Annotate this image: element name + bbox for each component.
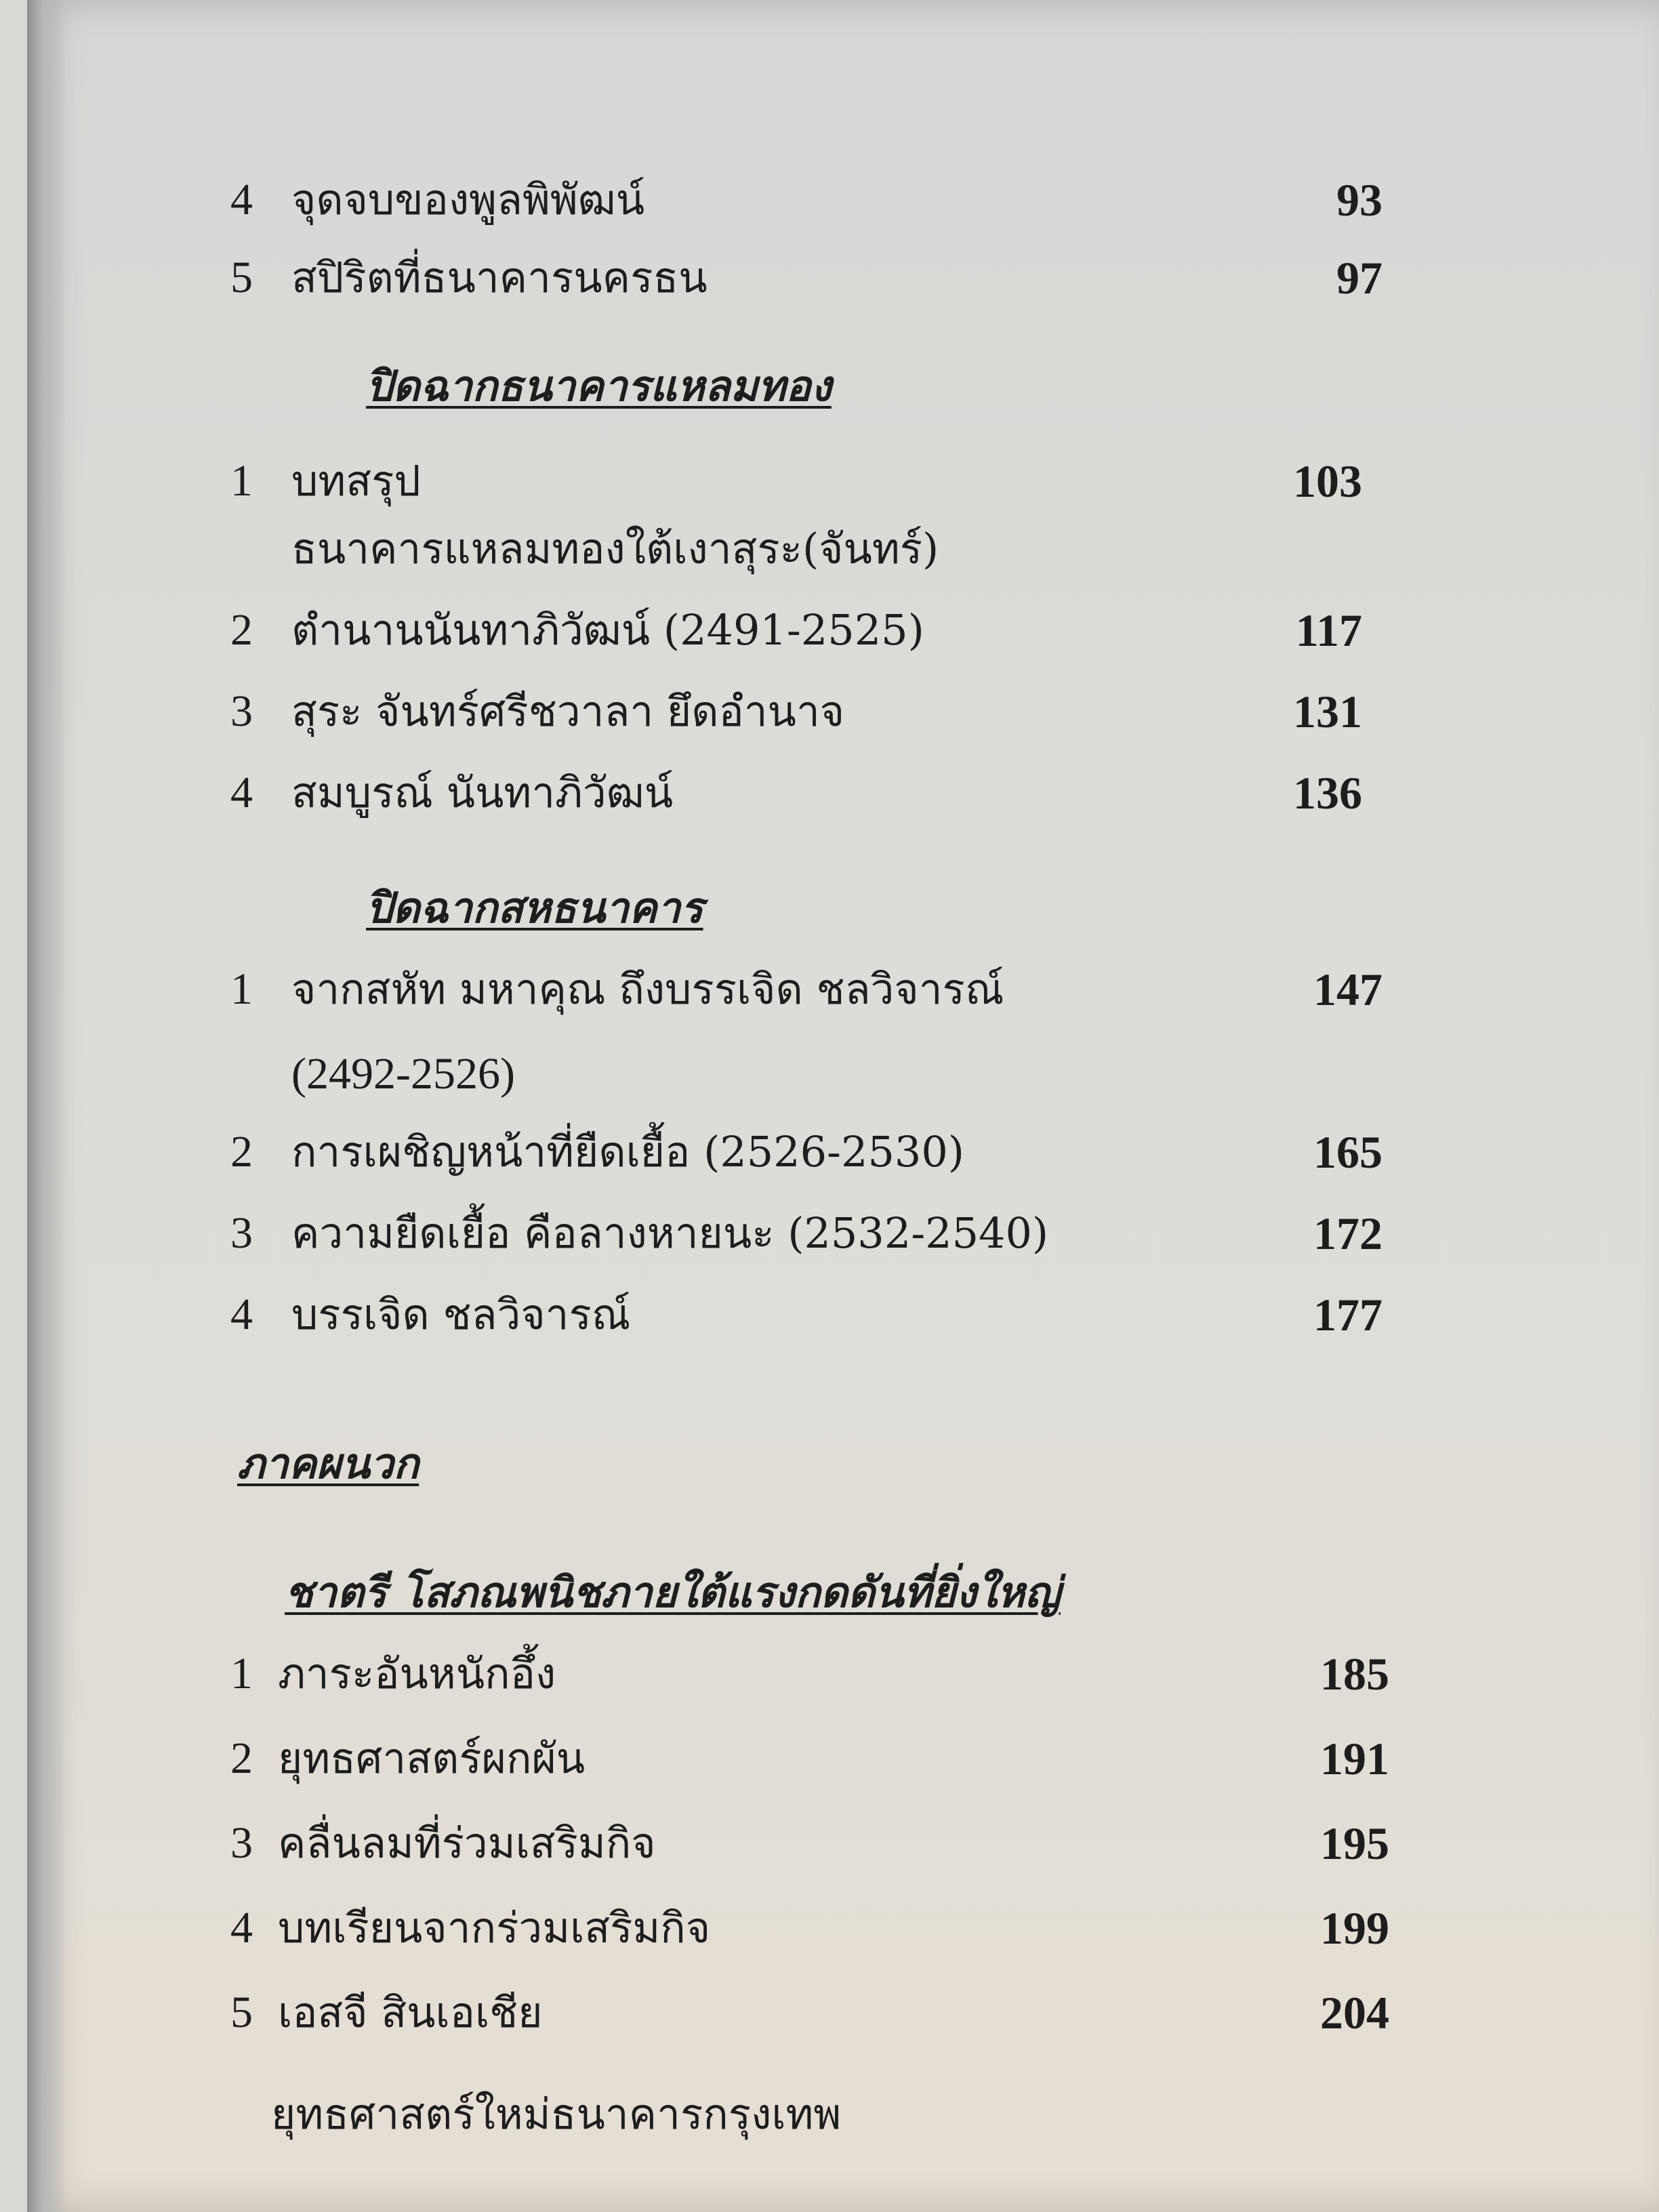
entry-number: 2 [230, 605, 253, 655]
entry-number: 4 [230, 1290, 253, 1339]
entry-page-number: 147 [1313, 964, 1382, 1015]
entry-number: 1 [230, 1649, 253, 1698]
entry-number: 4 [230, 1903, 253, 1952]
entry-page-number: 199 [1320, 1902, 1389, 1954]
entry-title: การเผชิญหน้าที่ยืดเยื้อ (2526-2530) [291, 1127, 964, 1176]
entry-title: จากสหัท มหาคุณ ถึงบรรเจิด ชลวิจารณ์ [291, 964, 1004, 1014]
entry-page-number: 185 [1320, 1648, 1389, 1700]
entry-page-number: 93 [1336, 174, 1382, 226]
entry-number: 3 [230, 1818, 253, 1868]
entry-title-continuation: ธนาคารแหลมทองใต้เงาสุระ(จันทร์) [291, 524, 939, 573]
part-heading: ภาคผนวก [237, 1439, 419, 1488]
entry-number: 1 [230, 964, 253, 1014]
entry-page-number: 136 [1293, 767, 1362, 819]
entry-page-number: 204 [1320, 1987, 1389, 2039]
entry-title: สุระ จันทร์ศรีชวาลา ยึดอำนาจ [291, 687, 845, 736]
entry-title: บทสรุป [291, 456, 421, 506]
entry-title: จุดจบของพูลพิพัฒน์ [291, 175, 645, 224]
entry-title: บรรเจิด ชลวิจารณ์ [291, 1290, 631, 1339]
entry-number: 2 [230, 1127, 253, 1176]
toc-entry[interactable] [230, 596, 1382, 671]
entry-number: 3 [230, 687, 253, 736]
toc-entry[interactable] [230, 447, 1382, 522]
section-heading: ชาตรี โสภณพนิชภายใต้แรงกดดันที่ยิ่งใหญ่ [285, 1568, 1061, 1617]
entry-title: ยุทธศาสตร์ผกผัน [278, 1734, 586, 1783]
toc-entry[interactable] [230, 1725, 1389, 1799]
entry-page-number: 117 [1295, 605, 1362, 656]
entry-page-number: 97 [1336, 252, 1382, 304]
entry-title: สปิริตที่ธนาคารนครธน [291, 253, 708, 302]
toc-entry[interactable] [230, 1118, 1382, 1193]
toc-entry[interactable] [230, 1809, 1389, 1884]
entry-title: ภาระอันหนักอึ้ง [278, 1649, 556, 1698]
toc-entry[interactable] [230, 1894, 1389, 1969]
entry-title: สมบูรณ์ นันทาภิวัฒน์ [291, 768, 674, 817]
entry-page-number: 131 [1293, 686, 1362, 737]
entry-title: เอสจี สินเอเชีย [278, 1988, 543, 2037]
entry-number: 1 [230, 456, 253, 506]
entry-title: ตำนานนันทาภิวัฒน์ (2491-2525) [291, 605, 924, 655]
toc-entry[interactable] [230, 1200, 1382, 1274]
section-heading: ปิดฉากสหธนาคาร [366, 883, 703, 933]
entry-page-number: 103 [1293, 455, 1362, 507]
entry-title-continuation: (2492-2526) [291, 1049, 515, 1099]
toc-entry[interactable] [230, 1979, 1389, 2053]
entry-number: 4 [230, 768, 253, 817]
toc-entry[interactable] [230, 166, 1382, 241]
entry-title: ความยืดเยื้อ คือลางหายนะ (2532-2540) [291, 1208, 1049, 1258]
entry-page-number: 172 [1313, 1208, 1382, 1259]
entry-title-continuation: ยุทธศาสตร์ใหม่ธนาคารกรุงเทพ [271, 2089, 842, 2139]
entry-page-number: 177 [1313, 1289, 1382, 1340]
toc-entry[interactable] [230, 759, 1382, 834]
toc-entry[interactable] [230, 678, 1382, 752]
entry-page-number: 165 [1313, 1126, 1382, 1178]
section-heading: ปิดฉากธนาคารแหลมทอง [366, 361, 832, 411]
entry-page-number: 191 [1320, 1733, 1389, 1784]
entry-number: 3 [230, 1208, 253, 1258]
toc-entry[interactable] [230, 244, 1382, 319]
entry-number: 5 [230, 1988, 253, 2037]
entry-number: 5 [230, 253, 253, 302]
entry-number: 2 [230, 1734, 253, 1783]
toc-entry[interactable] [230, 956, 1382, 1030]
toc-entry[interactable] [230, 1281, 1382, 1355]
toc-entry[interactable] [230, 1640, 1389, 1715]
entry-title: บทเรียนจากร่วมเสริมกิจ [278, 1903, 711, 1952]
entry-number: 4 [230, 175, 253, 224]
entry-page-number: 195 [1320, 1818, 1389, 1869]
entry-title: คลื่นลมที่ร่วมเสริมกิจ [278, 1818, 656, 1868]
